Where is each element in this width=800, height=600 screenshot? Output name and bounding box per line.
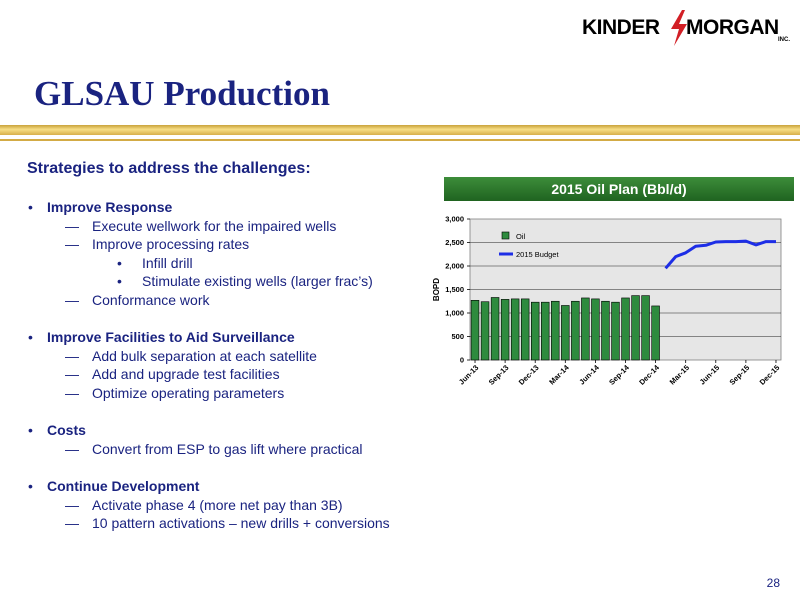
oil-bar [632,296,640,360]
list-item [27,440,437,459]
y-tick-label: 0 [459,355,464,365]
y-tick-label: 2,500 [445,238,464,247]
bullet-test-facilities: Add and upgrade test facilities [92,366,280,383]
bullet-improve-facilities: Improve Facilities to Aid Surveillance [47,329,295,346]
oil-bar [541,302,549,360]
oil-bar [581,298,589,360]
bullet-marker: • [28,329,33,346]
oil-bar [602,301,610,360]
bullet-operating-parameters: Optimize operating parameters [92,384,285,401]
x-tick-label: Dec-14 [637,363,662,387]
list-item [27,254,437,273]
page-number: 28 [766,576,780,590]
dash-marker: — [65,217,79,234]
y-tick-label: 1,500 [445,285,464,294]
oil-bar [571,301,579,360]
dash-marker: — [65,366,79,383]
bullet-improve-response: Improve Response [47,199,173,215]
title-divider-bar [0,125,800,135]
dash-marker: — [65,291,79,308]
oil-bar [652,306,660,360]
list-item [27,514,437,533]
dash-marker: — [65,515,79,532]
bullet-activate-phase4: Activate phase 4 (more net pay than 3B) [92,496,343,513]
bullet-marker: • [117,254,122,271]
oil-bar [501,299,509,360]
legend-budget-label: 2015 Budget [516,250,559,259]
bullet-marker: • [28,422,33,439]
list-item [27,198,437,217]
list-item [27,328,437,347]
kinder-morgan-logo [582,10,792,46]
list-item [27,496,437,515]
bullet-marker: • [28,199,33,215]
section-subtitle: Strategies to address the challenges: [27,160,311,177]
bullet-stimulate-wells: Stimulate existing wells (larger frac’s) [142,273,373,290]
strategy-list [27,198,437,533]
list-item [27,384,437,403]
x-tick-label: Sep-15 [727,363,752,387]
dash-marker: — [65,384,79,401]
x-tick-label: Jun-14 [577,363,601,387]
logo-text-morgan: MORGAN [686,16,779,39]
bullet-infill-drill: Infill drill [142,254,193,271]
title-divider-line [0,139,800,141]
oil-bar [561,305,569,360]
oil-bar [511,299,519,360]
list-item [27,272,437,291]
dash-marker: — [65,236,79,253]
list-item [27,421,437,440]
x-tick-label: Dec-15 [757,363,782,387]
dash-marker: — [65,496,79,513]
oil-bar [481,302,489,360]
x-tick-label: Jun-15 [697,363,722,387]
bullet-improve-processing: Improve processing rates [92,236,250,253]
list-item [27,291,437,310]
x-tick-label: Sep-14 [607,363,631,387]
oil-bar [622,298,630,360]
oil-bar [471,300,479,360]
bullet-conformance-work: Conformance work [92,291,210,308]
y-axis-label: BOPD [432,277,441,302]
x-tick-label: Mar-14 [547,363,571,387]
bullet-pattern-activations: 10 pattern activations – new drills + conversions [92,515,390,532]
list-item [27,365,437,384]
bullet-execute-wellwork: Execute wellwork for the impaired wells [92,217,337,234]
list-item [27,235,437,254]
legend-oil-swatch [502,232,509,239]
oil-bar [591,299,599,360]
logo-text-kinder: KINDER [582,16,660,39]
dash-marker: — [65,440,79,457]
list-spacer [27,458,437,477]
y-tick-label: 2,000 [445,261,464,271]
list-spacer [27,403,437,422]
oil-bar [531,302,539,360]
list-spacer [27,310,437,329]
bullet-marker: • [28,477,33,494]
page-title: GLSAU Production [34,74,330,113]
x-tick-label: Jun-13 [456,363,481,387]
bullet-costs: Costs [47,422,86,439]
oil-bar [612,302,620,360]
bullet-marker: • [117,273,122,290]
oil-plan-chart [425,205,795,405]
bullet-bulk-separation: Add bulk separation at each satellite [92,347,317,364]
y-tick-label: 3,000 [445,214,464,224]
oil-bar [521,299,529,360]
bullet-gas-lift: Convert from ESP to gas lift where practical [92,440,363,457]
chart-title: 2015 Oil Plan (Bbl/d) [444,177,794,201]
x-tick-label: Dec-13 [516,363,541,387]
list-item [27,477,437,496]
dash-marker: — [65,347,79,364]
x-tick-label: Mar-15 [667,363,692,387]
x-tick-label: Sep-13 [486,363,511,387]
list-item [27,347,437,366]
legend-oil-label: Oil [516,232,526,241]
oil-bar [551,301,559,360]
y-tick-label: 500 [451,332,464,341]
oil-bar [491,297,499,360]
y-tick-label: 1,000 [445,308,464,318]
bullet-continue-development: Continue Development [47,477,200,494]
list-item [27,217,437,236]
logo-text-inc: INC. [778,37,790,43]
oil-bar [642,296,650,360]
